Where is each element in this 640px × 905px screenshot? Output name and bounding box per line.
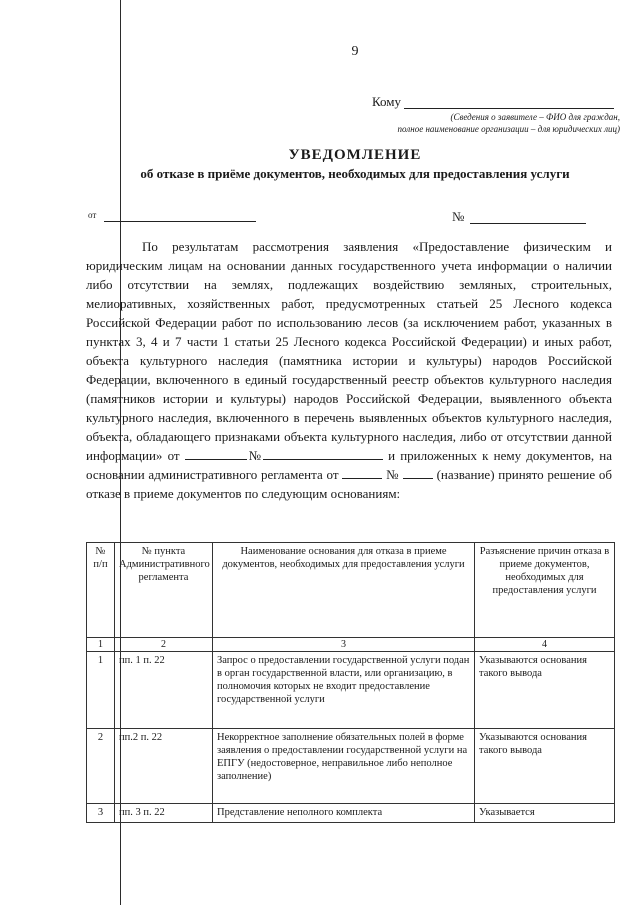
- regulation-date-field[interactable]: [342, 466, 382, 479]
- table-index-row: [87, 638, 615, 652]
- index-cell: 4: [475, 638, 615, 652]
- table-header-row: [87, 543, 615, 638]
- body-text-part2: и приложенных к нему документов, на основании административного регламента от: [86, 448, 613, 482]
- header-clause: № пункта Административного регламента: [115, 543, 213, 638]
- index-cell: 3: [213, 638, 475, 652]
- regulation-number-field[interactable]: [403, 466, 433, 479]
- table-row: [87, 652, 615, 729]
- row-reason: Запрос о предоставлении государственной услуги подан в орган государственной власти, или организацию, в полномочия которых не входит предоставление государственной услуги: [213, 652, 475, 729]
- application-date-field[interactable]: [185, 447, 247, 460]
- date-label: от: [88, 210, 97, 220]
- refusal-reasons-table: [86, 542, 615, 823]
- body-number-sign: №: [246, 448, 263, 463]
- notice-body: [86, 237, 612, 503]
- document-subtitle: об отказе в приёме документов, необходимых для предоставления услуги: [140, 166, 570, 181]
- row-reason: Представление неполного комплекта: [213, 804, 475, 823]
- number-label: №: [452, 209, 465, 224]
- row-number: 2: [87, 729, 115, 804]
- body-text-part1: По результатам рассмотрения заявления «Предоставление физическим и юридическим лицам на основании данных государственного учета информации о наличии либо отсутствии на землях, подлежащих воздействию земляных, строительных, мелиоративных, хозяйственных работ, предусмотренных статьей 25 Лесного кодекса Российской Федерации работ по использованию лесов (за исключением работ, указанных в пунктах 3, 4 и 7 части 1 статьи 25 Лесного кодекса Российской Федерации) и иных работ, объекта культурного наследия (памятника истории и культуры) народов Российской Федерации, включенного в единый государственный реестр объектов культурного наследия (памятников истории и культуры) народов Российской Федерации, выявленного объекта культурного наследия, включенного в перечень выявленных объектов культурного наследия, объекта, обладающего признаками объекта культурного наследия, либо от отсутствии данной информации» от: [86, 239, 612, 463]
- row-clause: пп. 1 п. 22: [115, 652, 213, 729]
- application-number-field[interactable]: [263, 447, 383, 460]
- table-row: [87, 729, 615, 804]
- row-explanation: Указывается: [475, 804, 615, 823]
- recipient-label: Кому: [372, 94, 402, 109]
- page-number: 9: [351, 44, 359, 59]
- recipient-hint-line1: (Сведения о заявителе – ФИО для граждан,: [450, 112, 620, 122]
- row-number: 1: [87, 652, 115, 729]
- index-cell: 1: [87, 638, 115, 652]
- row-reason: Некорректное заполнение обязательных полей в форме заявления о предоставлении государственной услуги на ЕПГУ (недостоверное, неправильное либо неполное заполнение): [213, 729, 475, 804]
- header-number: № п/п: [87, 543, 115, 638]
- body-text-part3: (название) принято решение об отказе в приеме документов по следующим основаниям:: [86, 467, 613, 501]
- row-explanation: Указываются основания такого вывода: [475, 729, 615, 804]
- recipient-hint-line2: полное наименование организации – для юридических лиц): [397, 124, 620, 134]
- body-number-sign-2: №: [386, 467, 400, 482]
- row-clause: пп. 3 п. 22: [115, 804, 213, 823]
- table-row: [87, 804, 615, 823]
- row-number: 3: [87, 804, 115, 823]
- row-clause: пп.2 п. 22: [115, 729, 213, 804]
- header-explanation: Разъяснение причин отказа в приеме документов, необходимых для предоставления услуги: [475, 543, 615, 638]
- document-title: УВЕДОМЛЕНИЕ: [288, 147, 422, 163]
- recipient-hint: [330, 111, 620, 135]
- recipient-field[interactable]: [404, 108, 614, 109]
- header-reason: Наименование основания для отказа в приеме документов, необходимых для предоставления услуги: [213, 543, 475, 638]
- row-explanation: Указываются основания такого вывода: [475, 652, 615, 729]
- number-field[interactable]: [470, 223, 586, 224]
- date-field[interactable]: [104, 221, 256, 222]
- index-cell: 2: [115, 638, 213, 652]
